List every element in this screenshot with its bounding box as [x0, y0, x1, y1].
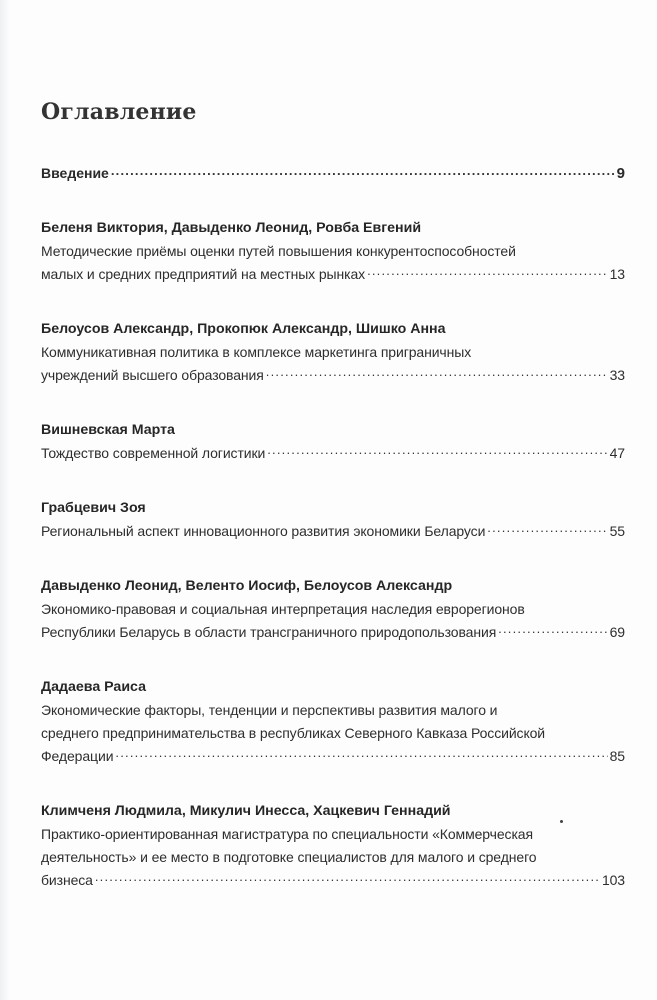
- page-number: 9: [616, 165, 625, 182]
- entry-title-line: Экономико-правовая и социальная интерпретация наследия еврорегионов: [41, 601, 525, 617]
- entry-title-line: среднего предпринимательства в республиках Северного Кавказа Российской: [41, 725, 546, 741]
- page-number: 55: [609, 523, 625, 539]
- entry-authors: Беленя Виктория, Давыденко Леонид, Ровба Евгений: [41, 220, 422, 236]
- entry-authors: Грабцевич Зоя: [41, 500, 146, 516]
- entry-title-line: Коммуникативная политика в комплексе маркетинга приграничных: [41, 344, 472, 360]
- entry-authors: Дадаева Раиса: [41, 679, 146, 695]
- entry-title-last-line: [41, 263, 625, 286]
- dot-leader: [266, 366, 608, 380]
- entry-title-text: малых и средних предприятий на местных рынках: [41, 266, 366, 282]
- entry-title-line: Методические приёмы оценки путей повышения конкурентоспособностей: [41, 243, 516, 259]
- toc-entry[interactable]: [41, 676, 625, 768]
- entry-title-line: Практико-ориентированная магистратура по специальности «Коммерческая: [41, 826, 533, 842]
- toc-entry[interactable]: [41, 497, 625, 543]
- entry-title-last-line: [41, 621, 625, 644]
- entry-title-last-line: [41, 520, 625, 543]
- dot-leader: [95, 871, 600, 885]
- dot-leader: [487, 522, 607, 536]
- toc-entries: [41, 217, 625, 892]
- entry-authors: Давыденко Леонид, Веленто Иосиф, Белоусов Александр: [41, 578, 453, 594]
- entry-title-text: учреждений высшего образования: [41, 367, 264, 383]
- dot-leader: [367, 265, 608, 279]
- page-edge-shadow: [0, 0, 10, 1000]
- toc-entry[interactable]: [41, 800, 625, 892]
- entry-title-last-line: [41, 745, 625, 768]
- entry-authors: Белоусов Александр, Прокопюк Александр, Шишко Анна: [41, 321, 446, 337]
- entry-title-line: деятельность» и ее место в подготовке специалистов для малого и среднего: [41, 849, 537, 865]
- entry-title-line: Экономические факторы, тенденции и перспективы развития малого и: [41, 702, 498, 718]
- entry-title-last-line: [41, 869, 625, 892]
- entry-title-last-line: [41, 442, 625, 465]
- page-number: 47: [609, 445, 625, 461]
- page-number: 33: [609, 367, 625, 383]
- introduction-label: Введение: [41, 165, 109, 181]
- toc-entry[interactable]: [41, 217, 625, 286]
- page-number: 103: [601, 872, 625, 888]
- entry-authors: Вишневская Марта: [41, 422, 175, 438]
- toc-entry[interactable]: [41, 419, 625, 465]
- page-number: 85: [609, 748, 625, 764]
- print-speck: [560, 820, 563, 823]
- entry-title-text: Федерации: [41, 748, 114, 764]
- entry-title-text: Республики Беларусь в области трансграничного природопользования: [41, 624, 497, 640]
- page-number: 69: [609, 624, 625, 640]
- entry-title-last-line: [41, 364, 625, 387]
- entry-title-text: Региональный аспект инновационного развития экономики Беларуси: [41, 523, 486, 539]
- entry-authors: Климченя Людмила, Микулич Инесса, Хацкевич Геннадий: [41, 803, 451, 819]
- toc-entry[interactable]: [41, 318, 625, 387]
- toc-heading: Оглавление: [41, 99, 197, 125]
- entry-title-text: Тождество современной логистики: [41, 445, 266, 461]
- table-of-contents: [41, 96, 625, 892]
- toc-entry[interactable]: [41, 575, 625, 644]
- entry-title-text: бизнеса: [41, 872, 93, 888]
- dot-leader: [267, 444, 607, 458]
- toc-entry-introduction[interactable]: [41, 163, 625, 184]
- dot-leader: [115, 747, 607, 761]
- dot-leader: [111, 164, 615, 178]
- dot-leader: [498, 623, 607, 637]
- page-number: 13: [609, 266, 625, 282]
